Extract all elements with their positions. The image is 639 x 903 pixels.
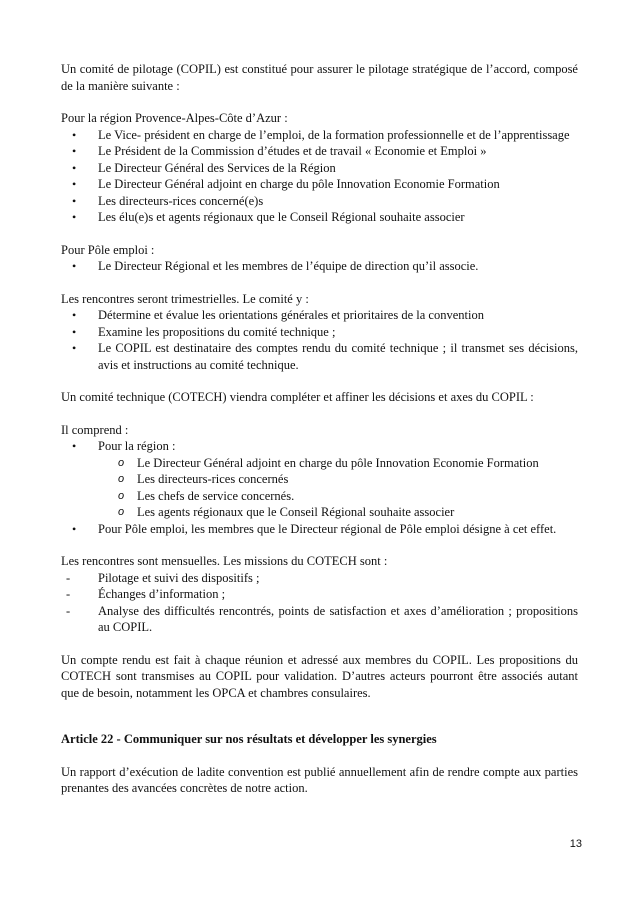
list-item: • Le Directeur Régional et les membres de l’équipe de direction qu’il associe. — [72, 259, 479, 273]
list-item: • Les élu(e)s et agents régionaux que le Conseil Régional souhaite associer — [72, 210, 465, 224]
page-number: 13 — [569, 838, 582, 850]
cotech-members-list — [61, 438, 578, 537]
region-members-list — [61, 127, 578, 226]
comprises-heading: Il comprend : — [61, 422, 129, 437]
sub-list-item: o Les agents régionaux que le Conseil Régional souhaite associer — [118, 505, 455, 519]
bullet-icon: • — [72, 127, 77, 142]
circle-bullet-icon: o — [118, 506, 125, 518]
list-item: • Pour Pôle emploi, les membres que le Directeur régional de Pôle emploi désigne à cet effet. — [72, 521, 557, 536]
bullet-icon: • — [72, 521, 77, 536]
sub-list-item: o Les chefs de service concernés. — [118, 488, 295, 503]
bullet-icon: • — [72, 324, 77, 339]
sub-list-item: o Le Directeur Général adjoint en charge du pôle Innovation Economie Formation — [118, 455, 539, 470]
cotech-missions-list — [61, 570, 578, 636]
list-item: - Analyse des difficultés rencontrés, points de satisfaction et axes d’amélioration ; propositions au COPIL. — [66, 603, 578, 634]
bullet-icon: • — [72, 160, 77, 175]
list-item: • Le Directeur Général adjoint en charge du pôle Innovation Economie Formation — [72, 177, 500, 191]
bullet-icon: • — [72, 439, 77, 453]
dash-icon: - — [66, 603, 71, 618]
sub-list-item: o Les directeurs-rices concernés — [118, 472, 289, 486]
list-item: • Le COPIL est destinataire des comptes rendu du comité technique ; il transmet ses décisions, avis et instructions au comité technique. — [72, 341, 578, 372]
region-heading: Pour la région Provence-Alpes-Côte d’Azur : — [61, 111, 288, 125]
cotech-intro-paragraph: Un comité technique (COTECH) viendra compléter et affiner les décisions et axes du COPIL : — [61, 390, 534, 404]
list-item: • Le Président de la Commission d’études et de travail « Economie et Emploi » — [72, 144, 487, 158]
pole-emploi-members-list — [61, 258, 578, 275]
cotech-region-sublist — [61, 455, 578, 521]
meetings-heading: Les rencontres seront trimestrielles. Le comité y : — [61, 291, 309, 306]
bullet-icon: • — [72, 144, 77, 158]
list-item: • Pour la région : o Le Directeur Général adjoint en charge du pôle Innovation Economie Formation o Les directeurs-rices concernés o Les chefs de service concernés. o Les agents régionaux que le Conseil Régional souhaite associer — [61, 438, 578, 521]
list-item: • Le Directeur Général des Services de la Région — [72, 160, 336, 175]
circle-bullet-icon: o — [118, 489, 125, 502]
dash-icon: - — [66, 570, 71, 585]
circle-bullet-icon: o — [118, 473, 125, 485]
dash-icon: - — [66, 587, 71, 601]
bullet-icon: • — [72, 210, 77, 224]
copil-intro-paragraph: Un comité de pilotage (COPIL) est constitué pour assurer le pilotage stratégique de l’accord, composé de la manière suivante : — [61, 62, 578, 93]
circle-bullet-icon: o — [118, 456, 125, 469]
document-body — [61, 61, 578, 797]
bullet-icon: • — [72, 341, 77, 355]
bullet-icon: • — [72, 177, 77, 191]
list-item: • Détermine et évalue les orientations générales et prioritaires de la convention — [72, 308, 484, 322]
bullet-icon: • — [72, 259, 77, 273]
monthly-heading: Les rencontres sont mensuelles. Les missions du COTECH sont : — [61, 554, 388, 568]
list-item: - Échanges d’information ; — [66, 587, 226, 601]
bullet-icon: • — [72, 308, 77, 322]
list-item: • Les directeurs-rices concerné(e)s — [72, 193, 264, 208]
pole-emploi-heading: Pour Pôle emploi : — [61, 242, 155, 257]
report-paragraph: Un compte rendu est fait à chaque réunion et adressé aux membres du COPIL. Les propositions du COTECH sont transmises au COPIL pour validation. D’autres acteurs pourront être associés autant que de besoin, notamment les OPCA et chambres consulaires. — [61, 652, 578, 700]
list-item: • Examine les propositions du comité technique ; — [72, 324, 336, 339]
copil-tasks-list — [61, 307, 578, 373]
list-item: - Pilotage et suivi des dispositifs ; — [66, 570, 260, 585]
article-22-heading: Article 22 - Communiquer sur nos résultats et développer les synergies — [61, 732, 437, 746]
bullet-icon: • — [72, 193, 77, 208]
article-22-paragraph: Un rapport d’exécution de ladite convention est publié annuellement afin de rendre compte aux parties prenantes des avancées concrètes de notre action. — [61, 764, 578, 795]
list-item: • Le Vice- président en charge de l’emploi, de la formation professionnelle et de l’apprentissage — [72, 127, 570, 142]
